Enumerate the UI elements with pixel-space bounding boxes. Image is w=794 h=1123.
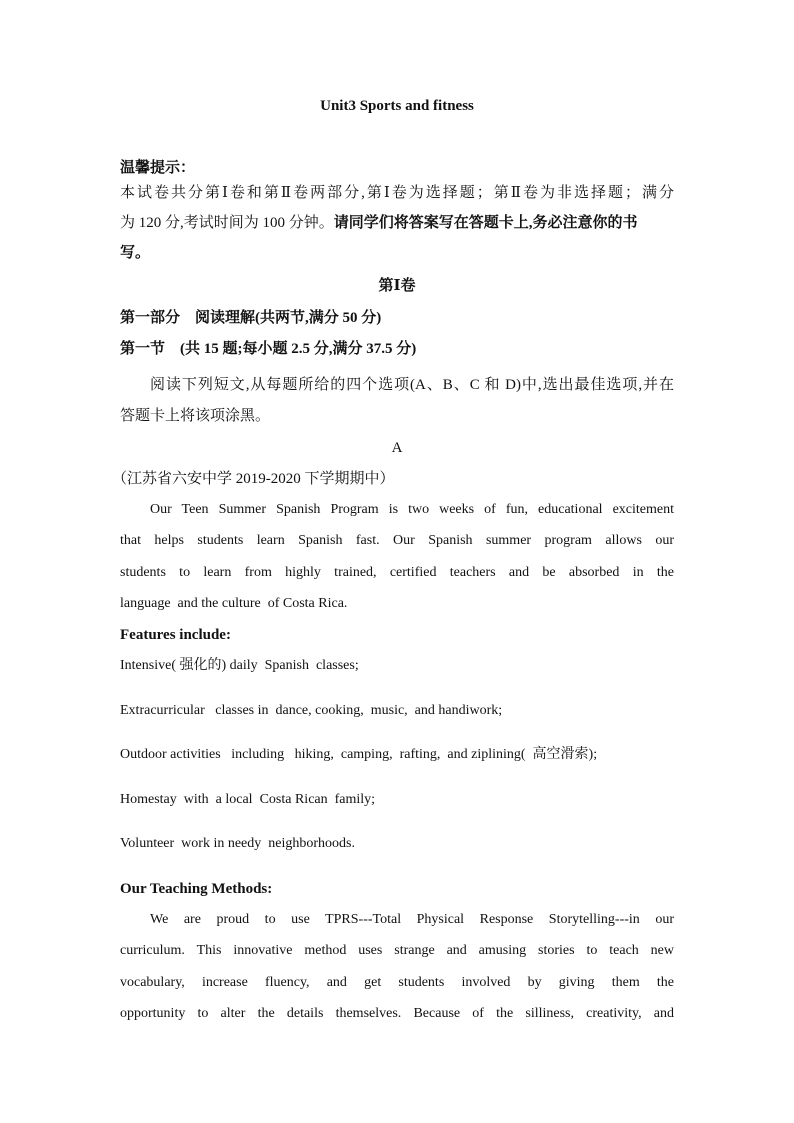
features-heading: Features include: bbox=[120, 627, 231, 643]
notice-line-3: 写。 bbox=[120, 245, 151, 261]
instruction-line-2: 答题卡上将该项涂黑。 bbox=[120, 408, 271, 424]
notice-line-2-bold: 请同学们将答案写在答题卡上,务必注意你的书 bbox=[333, 215, 638, 231]
part-heading: 第一部分 阅读理解(共两节,满分 50 分) bbox=[120, 310, 382, 326]
feature-item: Outdoor activities including hiking, camping, rafting, and ziplining( 高空滑索); bbox=[120, 747, 598, 762]
feature-item: Homestay with a local Costa Rican family; bbox=[120, 792, 376, 807]
passage-p1-line-2: that helps students learn Spanish fast. Our Spanish summer program allows our bbox=[120, 533, 674, 548]
document-title: Unit3 Sports and fitness bbox=[320, 98, 474, 114]
passage-p2-line-4: opportunity to alter the details themselves. Because of the silliness, creativity, and bbox=[120, 1006, 674, 1021]
passage-p2-line-1: We are proud to use TPRS---Total Physical Response Storytelling---in our bbox=[150, 912, 674, 927]
passage-p1-line-1: Our Teen Summer Spanish Program is two weeks of fun, educational excitement bbox=[150, 502, 674, 517]
section-heading: 第一节 (共 15 题;每小题 2.5 分,满分 37.5 分) bbox=[120, 341, 417, 357]
passage-p2-line-3: vocabulary, increase fluency, and get students involved by giving them the bbox=[120, 975, 674, 990]
notice-heading: 温馨提示： bbox=[120, 160, 196, 176]
volume-heading: 第Ⅰ卷 bbox=[378, 278, 416, 294]
feature-item: Extracurricular classes in dance, cooking, music, and handiwork; bbox=[120, 703, 503, 718]
feature-item: Volunteer work in needy neighborhoods. bbox=[120, 836, 355, 851]
notice-line-2-plain: 为 120 分,考试时间为 100 分钟。 bbox=[120, 215, 334, 231]
passage-label: A bbox=[391, 440, 403, 456]
passage-p1-line-4: language and the culture of Costa Rica. bbox=[120, 596, 348, 611]
instruction-line-1: 阅读下列短文,从每题所给的四个选项(A、B、C 和 D)中,选出最佳选项,并在 bbox=[150, 377, 674, 393]
passage-p1-line-3: students to learn from highly trained, certified teachers and be absorbed in the bbox=[120, 565, 674, 580]
passage-p2-line-2: curriculum. This innovative method uses strange and amusing stories to teach new bbox=[120, 943, 674, 958]
feature-item: Intensive( 强化的) daily Spanish classes; bbox=[120, 658, 359, 673]
notice-line-1: 本试卷共分第Ⅰ卷和第Ⅱ卷两部分,第Ⅰ卷为选择题；第Ⅱ卷为非选择题；满分 bbox=[120, 185, 674, 201]
methods-heading: Our Teaching Methods: bbox=[120, 881, 273, 897]
notice-line-2 bbox=[120, 213, 674, 233]
passage-source: （江苏省六安中学 2019-2020 下学期期中） bbox=[112, 471, 395, 487]
